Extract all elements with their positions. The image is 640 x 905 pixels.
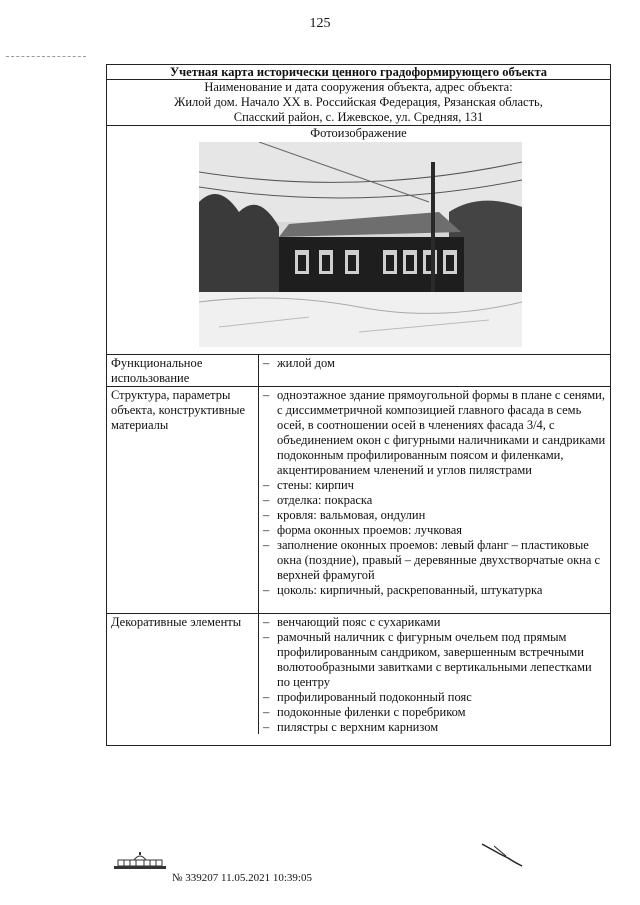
list-item: – отделка: покраска	[263, 493, 373, 507]
government-building-logo	[112, 852, 168, 872]
registration-card	[106, 64, 611, 746]
name-line: Спасский район, с. Ижевское, ул. Средняя, 131	[233, 110, 484, 124]
house-photo	[199, 142, 522, 347]
list-item: – жилой дом	[263, 356, 335, 370]
list-item: – венчающий пояс с сухариками	[263, 615, 441, 629]
list-item: – кровля: вальмовая, ондулин	[263, 508, 426, 522]
list-item: – одноэтажное здание прямоугольной формы в плане с сенями, с диссимметричной композицией главного фасада в семь осей, в соотношении осей в членениях фасада 3/4, с объединением окон с фигурными наличниками и сандриками подоконным профилированным поясом и филенками, акцентированием членений и углов пилястрами	[263, 388, 606, 477]
list-item: – стены: кирпич	[263, 478, 354, 492]
row-label: Декоративные элементы	[107, 614, 259, 734]
document-stamp: № 339207 11.05.2021 10:39:05	[172, 872, 312, 884]
name-line: Жилой дом. Начало XX в. Российская Федерация, Рязанская область,	[174, 95, 543, 109]
card-title: Учетная карта исторически ценного градоформирующего объекта	[107, 65, 610, 80]
list-item: – подоконные филенки с поребриком	[263, 705, 466, 719]
row-functional-use	[107, 355, 610, 387]
row-decorative	[107, 614, 610, 734]
list-item: – рамочный наличник с фигурным очельем под прямым профилированным сандриком, завершенным встречными волютообразными завитками с вертикальными лепестками по центру	[263, 630, 592, 689]
row-structure	[107, 387, 610, 614]
page-number: 125	[309, 16, 331, 31]
object-name-block	[107, 80, 610, 126]
list-item: – профилированный подоконный пояс	[263, 690, 472, 704]
list-item: – пилястры с верхним карнизом	[263, 720, 439, 734]
row-values	[259, 614, 610, 734]
list-item: – цоколь: кирпичный, раскрепованный, штукатурка	[263, 583, 543, 597]
photo-label: Фотоизображение	[310, 126, 407, 140]
row-label: Функциональное использование	[107, 355, 259, 386]
row-label: Структура, параметры объекта, конструктивные материалы	[107, 387, 259, 613]
list-item: – заполнение оконных проемов: левый фланг – пластиковые окна (поздние), правый – деревянные двухстворчатые окна с верхней фрамугой	[263, 538, 601, 582]
scan-artifact-line	[6, 56, 86, 57]
row-values	[259, 355, 610, 386]
row-values	[259, 387, 610, 613]
name-line: Наименование и дата сооружения объекта, адрес объекта:	[204, 80, 513, 94]
list-item: – форма оконных проемов: лучковая	[263, 523, 463, 537]
photo-block	[107, 126, 610, 355]
signature-mark	[480, 840, 525, 870]
